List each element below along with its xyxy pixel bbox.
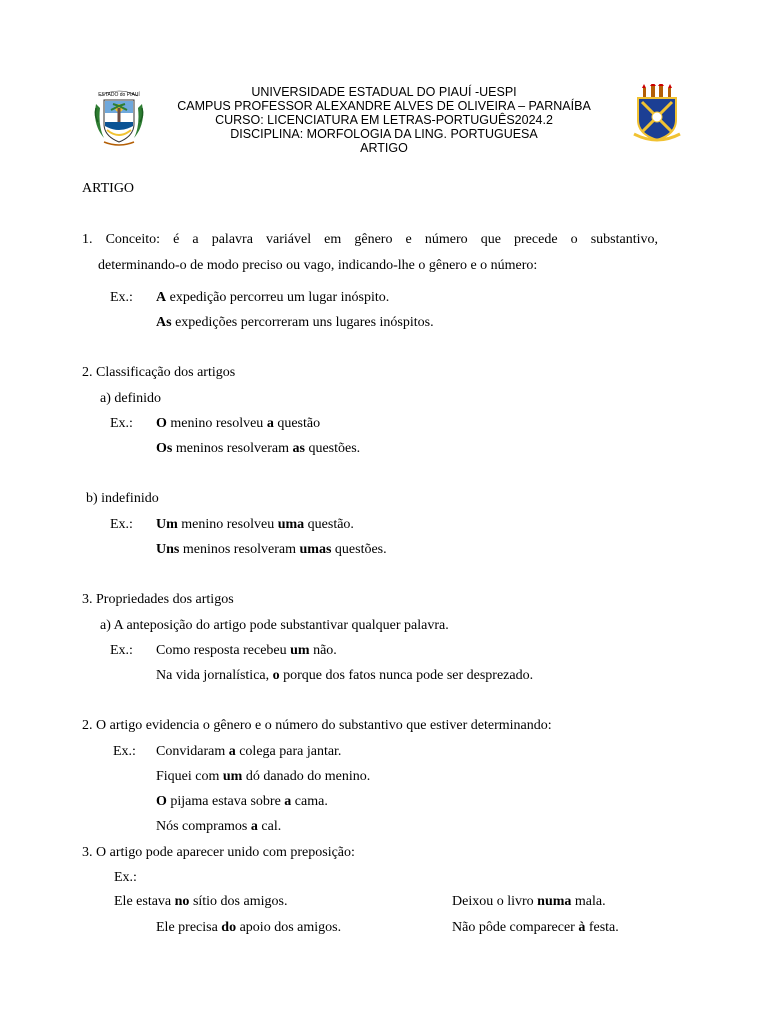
document-header	[150, 85, 618, 155]
example-sentence: Na vida jornalística, o porque dos fatos nunca pode ser desprezado.	[156, 668, 534, 683]
example-sentence: Uns meninos resolveram umas questões.	[156, 542, 387, 557]
example-sentence: A expedição percorreu um lugar inóspito.	[156, 290, 390, 305]
subsection-indefinido: b) indefinido	[86, 491, 159, 506]
example-sentence: Como resposta recebeu um não.	[156, 643, 337, 658]
example-sentence: Nós compramos a cal.	[156, 819, 282, 834]
example-sentence: Ele precisa do apoio dos amigos.	[156, 920, 342, 935]
example-sentence: Convidaram a colega para jantar.	[156, 744, 342, 759]
example-sentence: O menino resolveu a questão	[156, 416, 321, 431]
property3-title: 3. O artigo pode aparecer unido com preposição:	[82, 845, 355, 860]
section3-title: 3. Propriedades dos artigos	[82, 592, 234, 607]
example-label: Ex.:	[110, 416, 133, 431]
example-label: Ex.:	[110, 643, 133, 658]
document-title: ARTIGO	[82, 181, 135, 196]
example-label: Ex.:	[110, 517, 133, 532]
section1-concept-line1: 1. Conceito: é a palavra variável em gênero e número que precede o substantivo,	[82, 232, 658, 247]
logo-left-lettering: ESTADO do PIAUÍ	[98, 92, 140, 98]
example-sentence: As expedições percorreram uns lugares inóspitos.	[156, 315, 434, 330]
section1-concept-line2: determinando-o de modo preciso ou vago, indicando-lhe o gênero e o número:	[98, 258, 538, 273]
example-sentence: Fiquei com um dó danado do menino.	[156, 769, 371, 784]
header-university: UNIVERSIDADE ESTADUAL DO PIAUÍ -UESPI	[251, 85, 517, 99]
header-campus: CAMPUS PROFESSOR ALEXANDRE ALVES DE OLIVEIRA – PARNAÍBA	[177, 99, 591, 113]
example-label: Ex.:	[110, 290, 133, 305]
example-sentence: Deixou o livro numa mala.	[452, 894, 606, 909]
example-sentence: Ele estava no sítio dos amigos.	[114, 894, 288, 909]
uespi-crest-logo	[632, 84, 682, 144]
example-sentence: Não pôde comparecer à festa.	[452, 920, 619, 935]
example-label: Ex.:	[114, 870, 137, 885]
subsection-definido: a) definido	[100, 391, 162, 406]
header-discipline: DISCIPLINA: MORFOLOGIA DA LING. PORTUGUESA	[230, 127, 538, 141]
property2-title: 2. O artigo evidencia o gênero e o número do substantivo que estiver determinando:	[82, 718, 552, 733]
example-sentence: O pijama estava sobre a cama.	[156, 794, 328, 809]
example-label: Ex.:	[113, 744, 136, 759]
header-course: CURSO: LICENCIATURA EM LETRAS-PORTUGUÊS2024.2	[215, 113, 553, 127]
subsection-substantivar: a) A anteposição do artigo pode substantivar qualquer palavra.	[100, 618, 449, 633]
example-sentence: Os meninos resolveram as questões.	[156, 441, 361, 456]
piaui-coat-of-arms-logo	[90, 86, 148, 148]
example-sentence: Um menino resolveu uma questão.	[156, 517, 354, 532]
section2-title: 2. Classificação dos artigos	[82, 365, 236, 380]
header-topic: ARTIGO	[360, 141, 408, 155]
